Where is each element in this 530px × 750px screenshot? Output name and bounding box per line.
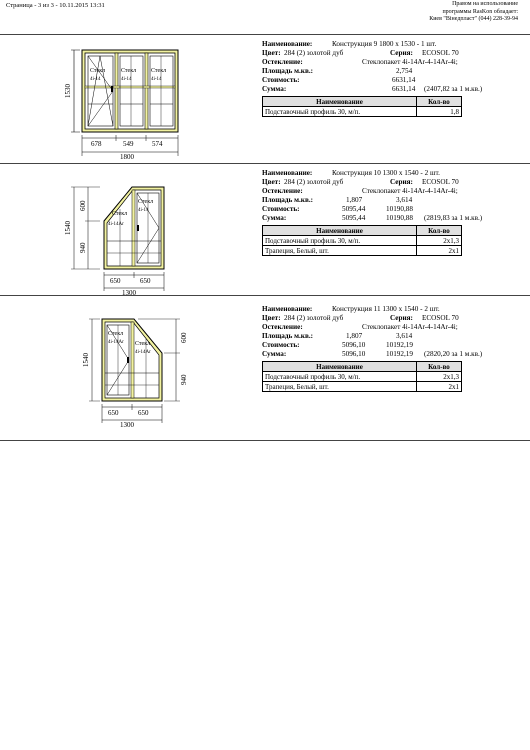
table-row: Трапеция, Белый, шт. 2x1 <box>263 246 462 256</box>
dim-width-total: 1800 <box>120 153 134 161</box>
glass-label: Стекл <box>138 199 154 205</box>
glazing-value: Стеклопакет 4i-14Ar-4-14Ar-4i; <box>362 58 458 66</box>
color-value: 284 (2) золотой дуб <box>284 314 344 322</box>
glass-label: Стекл <box>151 68 167 74</box>
glass-label: 4i-14Ar <box>108 222 124 227</box>
col-name: Наименование <box>263 97 417 107</box>
rights-line-2: программы RasKon обладает: <box>442 8 518 15</box>
glass-label: Стекл <box>112 211 128 217</box>
label-cost: Стоимость: <box>262 76 300 84</box>
price-per-m2: (2820,20 за 1 м.кв.) <box>424 350 483 358</box>
construction-info <box>262 40 483 94</box>
materials-table <box>262 225 462 256</box>
dim-height: 1530 <box>64 84 72 98</box>
rights-line-1: Правом на использование <box>452 1 518 7</box>
area-1: 1,807 <box>346 196 363 204</box>
glass-label: 4i-14 <box>121 77 132 82</box>
glass-label: Стекл <box>135 341 151 347</box>
dim-width-2: 650 <box>140 277 151 285</box>
cost-1: 5096,10 <box>342 341 366 349</box>
glass-label: Стекл <box>108 331 124 337</box>
rights-line-3: Киев "Вінедпласт" (044) 228-39-94 <box>429 16 518 22</box>
dim-width-3: 574 <box>152 140 163 148</box>
glazing-value: Стеклопакет 4i-14Ar-4-14Ar-4i; <box>362 187 458 195</box>
table-row: Подставочный профиль 30, м/п. 1,8 <box>263 107 462 117</box>
label-color: Цвет: <box>262 49 281 57</box>
color-value: 284 (2) золотой дуб <box>284 49 344 57</box>
dim-height-bottom: 940 <box>79 242 87 253</box>
col-qty: Кол-во <box>417 362 462 372</box>
label-cost: Стоимость: <box>262 205 300 213</box>
label-glazing: Остекление: <box>262 187 303 195</box>
label-series: Серия: <box>390 49 413 57</box>
dim-width-2: 650 <box>138 409 149 417</box>
label-color: Цвет: <box>262 178 281 186</box>
price-per-m2: (2819,83 за 1 м.кв.) <box>424 214 483 222</box>
dim-height-top: 600 <box>79 200 87 211</box>
label-glazing: Остекление: <box>262 323 303 331</box>
cost-2: 10190,88 <box>386 205 413 213</box>
table-row: Подставочный профиль 30, м/п. 2x1,3 <box>263 372 462 382</box>
page-label: Страница - 3 из 3 - 10.11.2015 13:31 <box>6 2 105 9</box>
label-sum: Сумма: <box>262 85 287 93</box>
area-1: 1,807 <box>346 332 363 340</box>
col-name: Наименование <box>263 362 417 372</box>
glass-label: 4i-14 <box>138 208 149 213</box>
label-sum: Сумма: <box>262 350 287 358</box>
color-value: 284 (2) золотой дуб <box>284 178 344 186</box>
glass-label: Стекл <box>90 68 106 74</box>
dim-height: 1540 <box>64 221 72 235</box>
divider <box>0 34 530 35</box>
dim-height-bottom: 940 <box>180 374 188 385</box>
sum-2: 10190,88 <box>386 214 413 222</box>
glass-label: Стекл <box>121 68 137 74</box>
construction-info <box>262 169 483 223</box>
dim-width-2: 549 <box>123 140 134 148</box>
glass-label: 4i-14 <box>90 77 101 82</box>
construction-title: Конструкция 10 1300 x 1540 - 2 шт. <box>332 169 440 177</box>
glazing-value: Стеклопакет 4i-14Ar-4-14Ar-4i; <box>362 323 458 331</box>
area-2: 3,614 <box>396 196 413 204</box>
label-cost: Стоимость: <box>262 341 300 349</box>
cost-1: 5095,44 <box>342 205 366 213</box>
materials-table <box>262 361 462 392</box>
construction-title: Конструкция 9 1800 x 1530 - 1 шт. <box>332 40 437 48</box>
construction-info <box>262 305 483 359</box>
label-series: Серия: <box>390 178 413 186</box>
sum-2: 10192,19 <box>386 350 413 358</box>
sum-1: 5095,44 <box>342 214 366 222</box>
area-2: 2,754 <box>396 67 413 75</box>
price-per-m2: (2407,82 за 1 м.кв.) <box>424 85 483 93</box>
window-drawing-9 <box>66 36 186 162</box>
dim-width-total: 1300 <box>120 421 134 429</box>
dim-width-1: 678 <box>91 140 102 148</box>
label-area: Площадь м.кв.: <box>262 67 314 75</box>
dim-width-1: 650 <box>110 277 121 285</box>
sum-1: 5096,10 <box>342 350 366 358</box>
label-series: Серия: <box>390 314 413 322</box>
window-drawing-11 <box>84 305 194 431</box>
construction-title: Конструкция 11 1300 x 1540 - 2 шт. <box>332 305 440 313</box>
dim-height-top: 600 <box>180 332 188 343</box>
series-value: ECOSOL 70 <box>422 178 459 186</box>
label-area: Площадь м.кв.: <box>262 196 314 204</box>
label-sum: Сумма: <box>262 214 287 222</box>
col-name: Наименование <box>263 226 417 236</box>
materials-table <box>262 96 462 117</box>
table-row: Подставочный профиль 30, м/п. 2x1,3 <box>263 236 462 246</box>
col-qty: Кол-во <box>417 226 462 236</box>
label-name: Наименование: <box>262 305 313 313</box>
divider <box>0 163 530 164</box>
label-color: Цвет: <box>262 314 281 322</box>
cost-2: 6631,14 <box>392 76 416 84</box>
table-row: Трапеция, Белый, шт. 2x1 <box>263 382 462 392</box>
dim-width-total: 1300 <box>122 289 136 297</box>
dim-width-1: 650 <box>108 409 119 417</box>
label-name: Наименование: <box>262 40 313 48</box>
sum-2: 6631,14 <box>392 85 416 93</box>
glass-label: 4i-14Ar <box>135 350 151 355</box>
area-2: 3,614 <box>396 332 413 340</box>
series-value: ECOSOL 70 <box>422 49 459 57</box>
series-value: ECOSOL 70 <box>422 314 459 322</box>
label-area: Площадь м.кв.: <box>262 332 314 340</box>
glass-label: 4i-14 <box>151 77 162 82</box>
col-qty: Кол-во <box>417 97 462 107</box>
label-name: Наименование: <box>262 169 313 177</box>
dim-height: 1540 <box>82 353 90 367</box>
cost-2: 10192,19 <box>386 341 413 349</box>
label-glazing: Остекление: <box>262 58 303 66</box>
window-drawing-10 <box>60 173 180 299</box>
glass-label: 4i-14Ar <box>108 340 124 345</box>
divider <box>0 440 530 441</box>
rights-block <box>429 1 518 24</box>
